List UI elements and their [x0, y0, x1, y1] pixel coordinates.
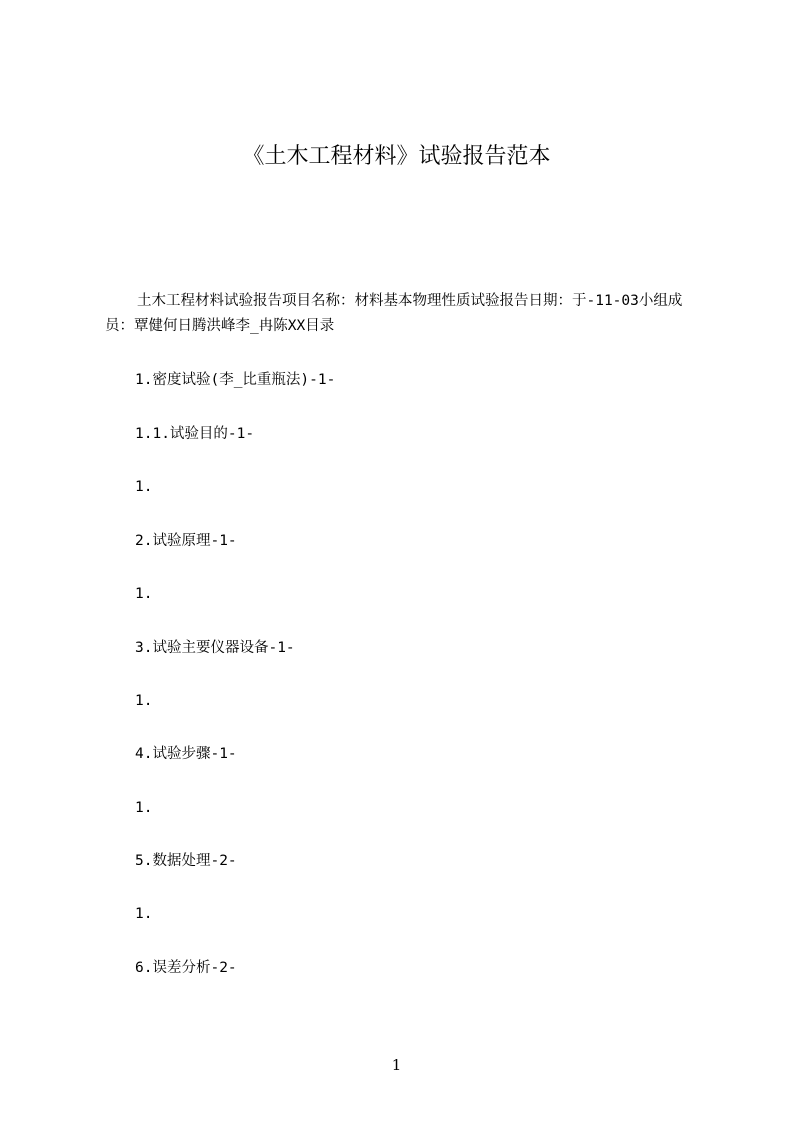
- toc-item: 2.试验原理-1-: [135, 533, 237, 549]
- toc-item: 1.: [135, 586, 153, 602]
- toc-item: 1.密度试验(李_比重瓶法)-1-: [135, 372, 336, 388]
- toc-item: 5.数据处理-2-: [135, 853, 237, 869]
- toc-item: 1.: [135, 479, 153, 495]
- page-number: 1: [391, 1056, 402, 1074]
- toc-item: 4.试验步骤-1-: [135, 746, 237, 762]
- toc-item: 1.1.试验目的-1-: [135, 426, 255, 442]
- toc-item: 1.: [135, 906, 153, 922]
- toc-item: 3.试验主要仪器设备-1-: [135, 640, 295, 656]
- toc-item: 1.: [135, 693, 153, 709]
- document-title: 《土木工程材料》试验报告范本: [242, 144, 551, 169]
- toc-item: 6.误差分析-2-: [135, 960, 237, 976]
- toc-item: 1.: [135, 800, 153, 816]
- intro-paragraph: 土木工程材料试验报告项目名称：材料基本物理性质试验报告日期：于-11-03小组成员：覃健何日腾洪峰李_冉陈XX目录: [105, 293, 683, 334]
